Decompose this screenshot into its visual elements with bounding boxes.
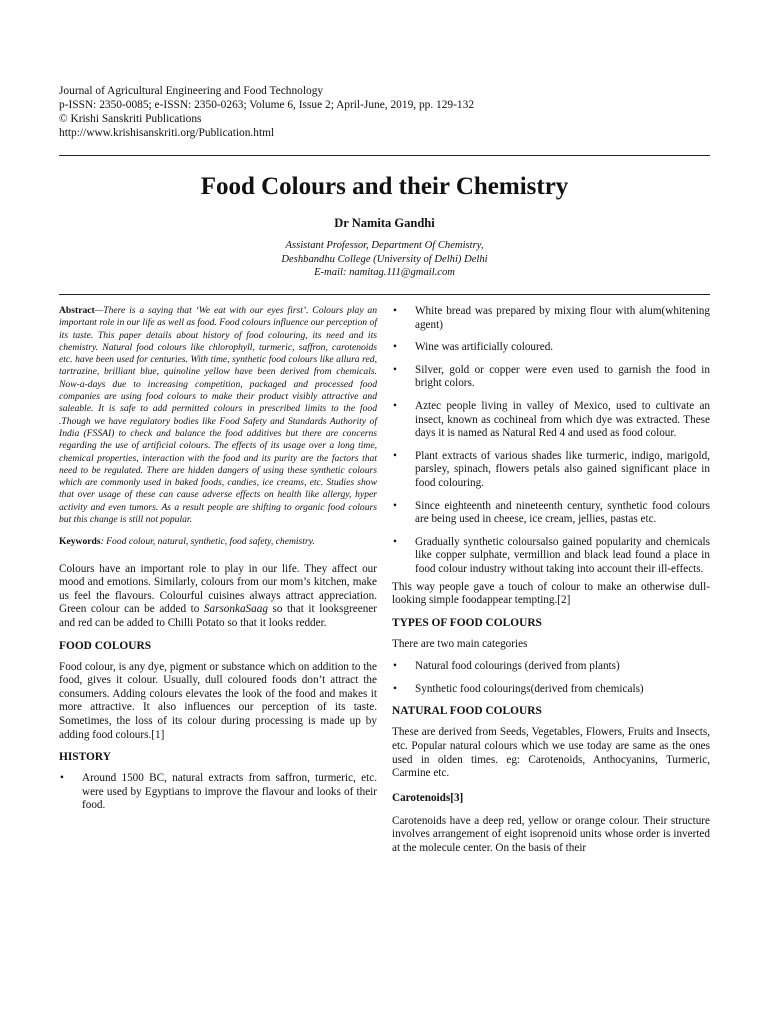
history-closing-paragraph: This way people gave a touch of colour to make an otherwise dull-looking simple foodappear tempting.[2]: [392, 580, 710, 607]
history-heading: HISTORY: [59, 751, 111, 764]
intro-text-before: Colours have an important role to play in our life. They affect our mood and emotions. Similarly, colours from our mom’s kitchen, make us feel the flavours. Colourful cuisines always attract appreciation. Green colour can be added to: [59, 562, 377, 616]
affiliation-line-1: Assistant Professor, Department Of Chemistry,: [285, 240, 484, 251]
right-column: [392, 305, 710, 856]
list-item: • Wine was artificially coloured.: [393, 341, 554, 354]
publisher: © Krishi Sanskriti Publications: [59, 113, 202, 125]
types-list: [392, 660, 710, 696]
keywords: [59, 536, 377, 548]
history-list-part2: [392, 305, 710, 577]
bullet-icon: •: [393, 682, 397, 695]
bullet-icon: •: [60, 772, 64, 785]
list-item: • Since eighteenth and nineteenth century, synthetic food colours are being used in cheese, ice cream, jellies, pastas etc.: [393, 499, 710, 526]
natural-paragraph: These are derived from Seeds, Vegetables, Flowers, Fruits and Insects, etc. Popular natural colours which we use today are same as the ones used in olden times. eg: Carotenoids, Anthocyanins, Turmeric, Carmine etc.: [392, 726, 710, 780]
bullet-icon: •: [393, 535, 397, 548]
history-list-part1: [59, 772, 377, 813]
author-affiliation: [59, 239, 710, 280]
intro-italic-term: SarsonkaSaag: [203, 603, 268, 616]
bullet-icon: •: [393, 499, 397, 512]
abstract: [59, 305, 377, 526]
list-item: • Synthetic food colourings(derived from chemicals): [393, 682, 644, 695]
keywords-text: : Food colour, natural, synthetic, food safety, chemistry.: [100, 536, 315, 548]
affiliation-email: E-mail: namitag.111@gmail.com: [314, 267, 455, 278]
journal-name: Journal of Agricultural Engineering and Food Technology: [59, 85, 324, 97]
natural-heading: NATURAL FOOD COLOURS: [392, 705, 542, 718]
list-item: • Silver, gold or copper were even used to garnish the food in bright colors.: [393, 363, 710, 390]
list-item: • White bread was prepared by mixing flour with alum(whitening agent): [393, 305, 710, 331]
issn-line: p-ISSN: 2350-0085; e-ISSN: 2350-0263; Volume 6, Issue 2; April-June, 2019, pp. 129-132: [59, 99, 475, 111]
intro-text-after: so that it looksgreener and red can be added to Chilli Potato so that it looks redder.: [59, 603, 377, 630]
list-item: • Around 1500 BC, natural extracts from saffron, turmeric, etc. were used by Egyptians to improve the flavour and looks of their food.: [60, 772, 377, 812]
bullet-icon: •: [393, 363, 397, 376]
author-name: Dr Namita Gandhi: [334, 216, 435, 230]
food-colours-paragraph: Food colour, is any dye, pigment or substance which on addition to the food, gives it colour. Usually, dull coloured foods don’t attract the consumers. Adding colours elevates the look of the food and makes it more attractive. It also influences our perception of its taste. Sometimes, the loss of its colour during processing is made up by adding food colours.[1]: [59, 660, 377, 741]
list-item: • Aztec people living in valley of Mexico, used to cultivate an insect, known as cochineal from which dye was extracted. These days it is named as Natural Red 4 and used as food colour.: [393, 399, 710, 440]
affiliation-line-2: Deshbandhu College (University of Delhi) Delhi: [281, 253, 488, 265]
journal-header: [59, 84, 719, 140]
types-intro: There are two main categories: [392, 637, 528, 650]
abstract-label: Abstract: [59, 305, 95, 316]
title-divider: [59, 294, 710, 295]
abstract-text: —There is a saying that ‘We eat with our eyes first’. Colours play an important role in our life as well as food. Food colours influence our perception of its taste. This paper details about history of food colouring, its need and its chemistry. Natural food colours like chlorophyll, turmeric, saffron, carotenoids etc. have been used for centuries. With time, synthetic food colours like allura red, tartrazine, brilliant blue, quinoline yellow have been derived from chemicals. Now-a-days due to increasing competition, packaged and processed food companies are using food colours to make their product visibly attractive and saleable. It is safe to add permitted colours in prescribed limits to the food .Though we have regulatory bodies like Food Safety and Standards Authority of India (FSSAI) to check and balance the food additives but there are concerns regarding the use of artificial colours. The effects of its usage over a long time, chemical properties, interaction with the food and its purity are the factors that need to be regulated. There are hidden dangers of using these synthetic colours which are commonly used in baked foods, candies, ice creams, etc. Studies show that over usage of these can cause adverse effects on health like allergy, hyper activity and even tumors. As a result people are shifting to organic food colours but this change is still not popular.: [59, 305, 377, 526]
types-heading: TYPES OF FOOD COLOURS: [392, 616, 542, 629]
bullet-icon: •: [393, 341, 397, 354]
journal-url[interactable]: http://www.krishisanskriti.org/Publication.html: [59, 127, 275, 139]
paper-title: Food Colours and their Chemistry: [200, 173, 569, 200]
intro-paragraph: [59, 563, 377, 631]
list-item: • Plant extracts of various shades like turmeric, indigo, marigold, parsley, spinach, flowers petals also gained significant place in food colouring.: [393, 449, 710, 489]
header-divider: [59, 155, 710, 156]
left-column: [59, 305, 377, 822]
carotenoids-heading: Carotenoids[3]: [392, 791, 464, 804]
carotenoids-paragraph: Carotenoids have a deep red, yellow or orange colour. Their structure involves arrangement of eight isoprenoid units whose order is inverted at the molecule center. On the basis of their: [392, 814, 710, 855]
bullet-icon: •: [393, 399, 397, 412]
list-item: • Gradually synthetic coloursalso gained popularity and chemicals like copper sulphate, vermillion and black lead found a place in food colour industry without taking into account their ill-effects.: [393, 535, 710, 575]
bullet-icon: •: [393, 660, 397, 673]
list-item: • Natural food colourings (derived from plants): [393, 660, 620, 673]
bullet-icon: •: [393, 305, 397, 317]
bullet-icon: •: [393, 449, 397, 462]
keywords-label: Keywords: [59, 536, 101, 548]
food-colours-heading: FOOD COLOURS: [59, 639, 152, 652]
